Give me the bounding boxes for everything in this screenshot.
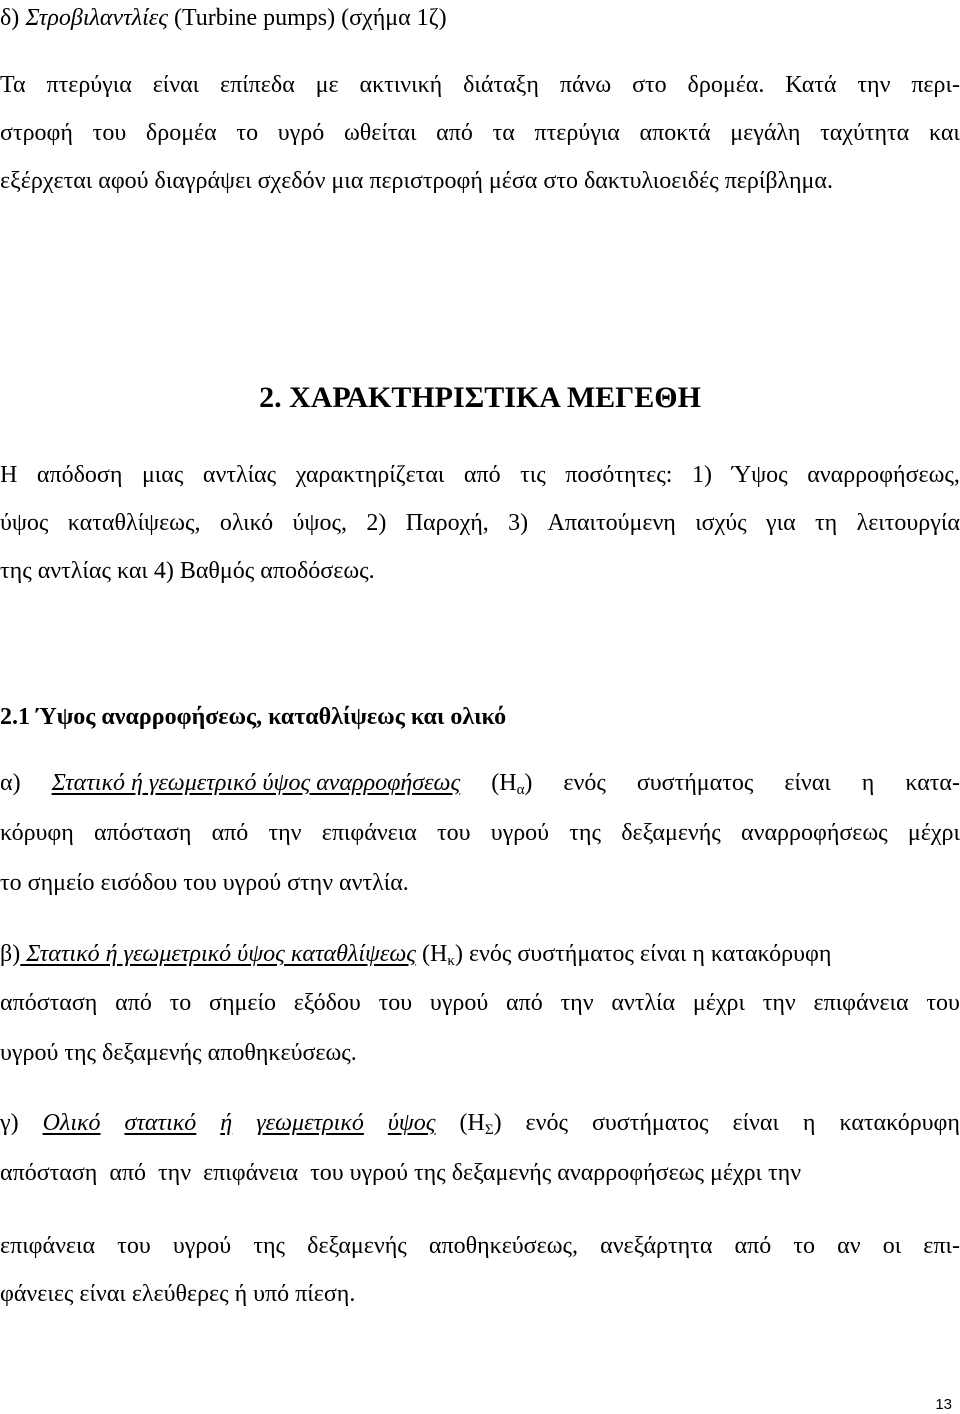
word: πτερύγια: [46, 72, 132, 98]
word: Παροχή,: [405, 510, 489, 536]
para-c-symbol-sub: Σ: [484, 1122, 494, 1138]
word: είναι: [152, 72, 200, 98]
word: καταθλίψεως,: [67, 510, 201, 536]
word: της: [253, 1233, 286, 1259]
word: Η: [0, 462, 18, 488]
word: του: [436, 820, 471, 846]
section-2-heading: 2. ΧΑΡΑΚΤΗΡΙΣΤΙΚΑ ΜΕΓΕΘΗ: [259, 381, 701, 414]
para-a-line-2: [0, 819, 960, 847]
word: από: [463, 462, 501, 488]
word: απόσταση: [0, 990, 98, 1016]
word: από: [436, 120, 473, 146]
word: υγρού: [172, 1233, 232, 1259]
para-a-line-3: το σημείο εισόδου του υγρού στην αντλία.: [0, 870, 409, 896]
word: για: [766, 510, 796, 536]
para-b-rest: ενός συστήματος είναι η κατακόρυφη: [462, 941, 832, 967]
para-c-label: γ): [0, 1110, 19, 1136]
word: επιφάνεια: [0, 1233, 96, 1259]
word: σημείο: [209, 990, 276, 1016]
word: και: [928, 120, 960, 146]
word: ύψος: [0, 510, 49, 536]
word: της: [569, 820, 601, 846]
word: αποκτά: [639, 120, 711, 146]
word: ταχύτητα: [820, 120, 910, 146]
para-a-symbol-close: ): [524, 770, 533, 796]
word: αναρροφήσεως,: [807, 462, 960, 488]
word: πτερύγια: [534, 120, 620, 146]
word: είναι: [784, 770, 831, 796]
para-b-symbol: (Η: [416, 941, 448, 967]
word: του: [92, 120, 127, 146]
word: με: [315, 72, 339, 98]
word: υγρού: [490, 820, 550, 846]
word: μέχρι: [907, 820, 960, 846]
word: ακτινική: [359, 72, 443, 98]
word: το: [169, 990, 192, 1016]
para-c-symbol: (Η: [459, 1110, 485, 1136]
word: επιφάνεια: [321, 820, 417, 846]
word: πάνω: [559, 72, 612, 98]
word: δεξαμενής: [621, 820, 721, 846]
word: χαρακτηρίζεται: [295, 462, 445, 488]
turbine-paragraph-line-3: εξέρχεται αφού διαγράψει σχεδόν μια περιστροφή μέσα στο δακτυλιοειδές περίβλημα.: [0, 168, 833, 194]
word: λειτουργία: [856, 510, 960, 536]
word: συστήματος: [636, 770, 754, 796]
word: του: [378, 990, 413, 1016]
word: ισχύς: [695, 510, 747, 536]
word: περι-: [911, 72, 960, 98]
word: την: [560, 990, 594, 1016]
word: τις: [520, 462, 546, 488]
para-b-line-3: υγρού της δεξαμενής αποθηκεύσεως.: [0, 1040, 357, 1066]
para-b-line-2: [0, 989, 960, 1017]
word: ύψος,: [292, 510, 347, 536]
word: Ύψος: [731, 462, 788, 488]
word: η: [861, 770, 875, 796]
word: από: [115, 990, 152, 1016]
para-c-line-3: [0, 1232, 960, 1260]
para-c-term-word: γεωμετρικό: [256, 1110, 364, 1136]
word: δρομέα: [145, 120, 217, 146]
word: από: [734, 1233, 772, 1259]
para-c-term-word: ύψος: [387, 1110, 436, 1136]
word: αν: [837, 1233, 861, 1259]
word: επιφάνεια: [813, 990, 909, 1016]
para-b-symbol-close: ): [454, 941, 463, 967]
section-d-heading: [0, 4, 960, 32]
word: κατα-: [905, 770, 960, 796]
word: του: [926, 990, 960, 1016]
word: ενός: [525, 1110, 568, 1136]
word: επίπεδα: [220, 72, 295, 98]
word: το: [793, 1233, 816, 1259]
turbine-paragraph-line-2: [0, 119, 960, 147]
word: κόρυφη: [0, 820, 74, 846]
word: Κατά: [785, 72, 837, 98]
para-a-line-1: [0, 769, 960, 797]
word: είναι: [732, 1110, 779, 1136]
word: εξόδου: [293, 990, 361, 1016]
word: απόσταση: [94, 820, 192, 846]
word: αποθηκεύσεως,: [428, 1233, 578, 1259]
para-c-line-1: [0, 1109, 960, 1137]
word: από: [506, 990, 543, 1016]
word: δρομέα.: [687, 72, 765, 98]
word: στροφή: [0, 120, 73, 146]
turbine-paragraph-line-1: [0, 71, 960, 99]
word: Απαιτούμενη: [547, 510, 676, 536]
word: η: [802, 1110, 816, 1136]
word: ποσότητες:: [565, 462, 673, 488]
para-c-term-word: ή: [220, 1110, 233, 1136]
word: στο: [632, 72, 667, 98]
word: ολικό: [219, 510, 274, 536]
word: ωθείται: [343, 120, 417, 146]
section-d-title: Στροβιλαντλίες: [25, 5, 168, 31]
word: αναρροφήσεως: [741, 820, 888, 846]
para-c-line-2-text: απόσταση από την επιφάνεια του υγρού της δεξαμενής αναρροφήσεως μέχρι την: [0, 1160, 802, 1186]
para-c-term-word: στατικό: [124, 1110, 197, 1136]
word: υγρό: [277, 120, 325, 146]
word: αντλίας: [202, 462, 277, 488]
word: τη: [815, 510, 838, 536]
word: 3): [508, 510, 529, 536]
para-b-symbol-sub: κ: [447, 953, 455, 969]
para-a-term: Στατικό ή γεωμετρικό ύψος αναρροφήσεως: [51, 770, 461, 796]
word: την: [762, 990, 796, 1016]
word: από: [211, 820, 249, 846]
word: 1): [692, 462, 713, 488]
word: μεγάλη: [730, 120, 801, 146]
word: υγρού: [429, 990, 489, 1016]
para-c-symbol-close: ): [493, 1110, 502, 1136]
para-c-line-4: φάνειες είναι ελεύθερες ή υπό πίεση.: [0, 1281, 356, 1307]
word: του: [117, 1233, 151, 1259]
section-d-rest: (Turbine pumps) (σχήμα 1ζ): [167, 5, 447, 31]
word: το: [236, 120, 259, 146]
section-d-prefix: δ): [0, 5, 26, 31]
word: μέχρι: [692, 990, 745, 1016]
word: την: [857, 72, 891, 98]
word: ανεξάρτητα: [600, 1233, 713, 1259]
word: συστήματος: [591, 1110, 709, 1136]
section-2-1-heading: 2.1 Ύψος αναρροφήσεως, καταθλίψεως και ολικό: [0, 704, 507, 730]
word: ενός: [563, 770, 606, 796]
word: οι: [882, 1233, 902, 1259]
performance-paragraph-line-1: [0, 461, 960, 489]
para-c-line-2: [0, 1159, 960, 1187]
word: την: [268, 820, 302, 846]
page-number: 13: [935, 1396, 952, 1413]
para-a-symbol-sub: α: [516, 782, 525, 798]
para-c-term-word: Ολικό: [42, 1110, 101, 1136]
word: απόδοση: [36, 462, 123, 488]
word: διάταξη: [463, 72, 539, 98]
para-b-term: Στατικό ή γεωμετρικό ύψος καταθλίψεως: [20, 941, 417, 967]
word: μιας: [141, 462, 184, 488]
para-b-line-1: [0, 940, 960, 968]
para-a-label: α): [0, 770, 21, 796]
word: δεξαμενής: [307, 1233, 407, 1259]
word: αντλία: [611, 990, 676, 1016]
word: επι-: [923, 1233, 960, 1259]
word: κατακόρυφη: [839, 1110, 960, 1136]
word: 2): [366, 510, 387, 536]
word: Τα: [0, 72, 26, 98]
performance-paragraph-line-2: [0, 509, 960, 537]
para-b-label: β): [0, 941, 21, 967]
para-a-symbol: (Η: [491, 770, 517, 796]
performance-paragraph-line-3: της αντλίας και 4) Βαθμός αποδόσεως.: [0, 558, 375, 584]
word: τα: [492, 120, 515, 146]
